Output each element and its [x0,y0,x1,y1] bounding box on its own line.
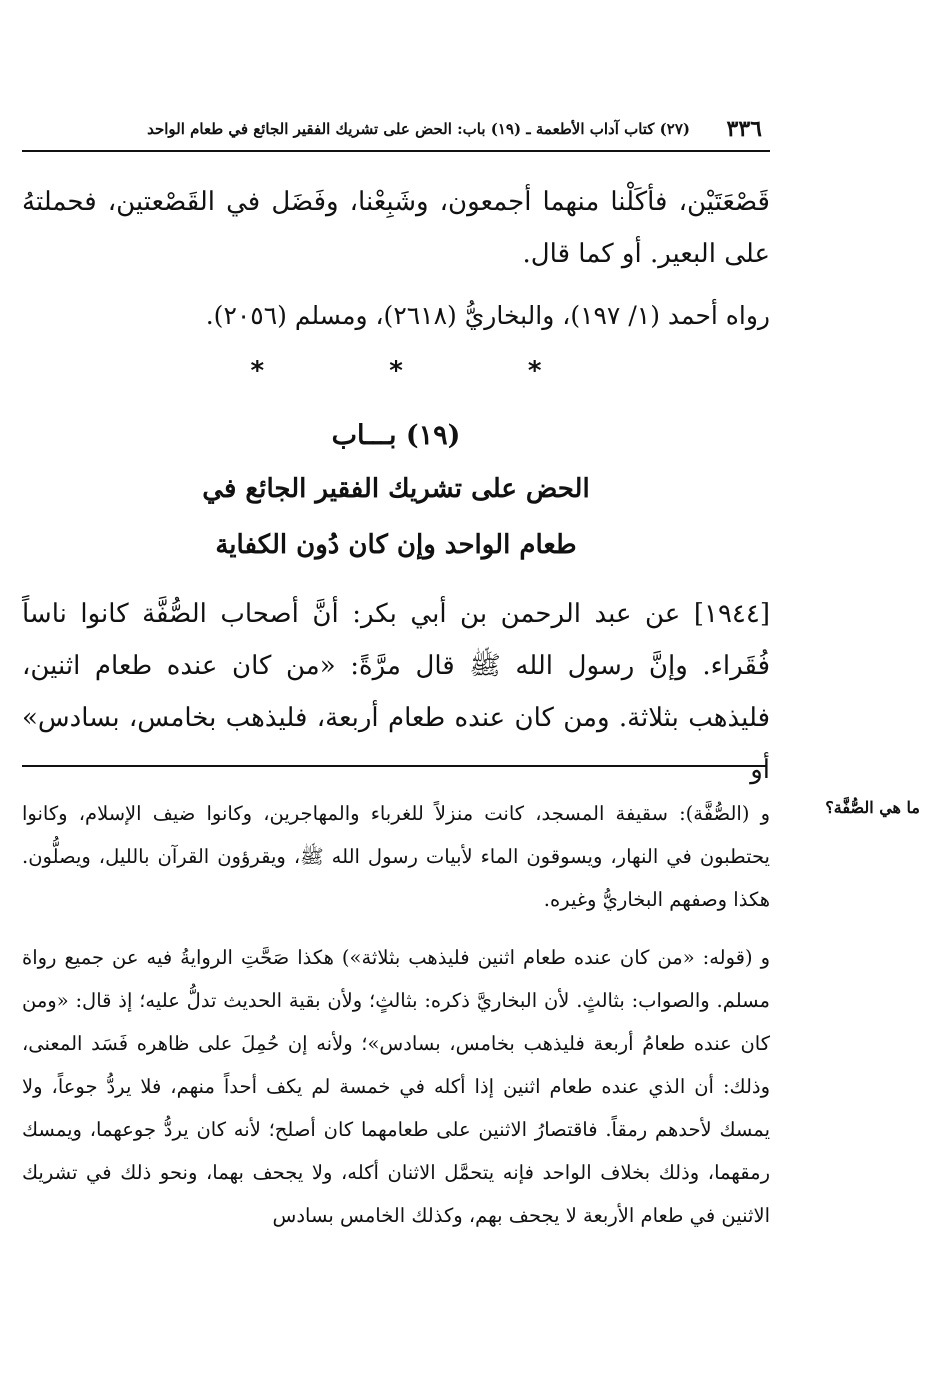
page-number: ٣٣٦ [726,116,762,142]
section-separator: * * * [250,356,600,386]
chapter-title-line-1: الحض على تشريك الفقير الجائع في [202,474,590,504]
footnote-divider [22,765,767,767]
hadith-continuation: قَصْعَتَيْن، فأكَلْنا منهما أجمعون، وشَبِعْنا، وفَضَل في القَصْعتين، فحملتهُ على البعير. أو كما قال. [22,187,770,269]
footnote-hadith-commentary: و (قوله: «من كان عنده طعام اثنين فليذهب بثلاثة») هكذا صَحَّتِ الروايةُ فيه عن جميع رواة مسلم. والصواب: بثالثٍ. لأن البخاريَّ ذكره: بثالثٍ؛ ولأن بقية الحديث تدلُّ عليه؛ إذ قال: «ومن كان عنده طعامُ أربعة فليذهب بخامس، بسادس»؛ ولأنه إن حُمِلَ على ظاهره فَسَد المعنى، وذلك: أن الذي عنده طعام اثنين إذا أكله في خمسة لم يكف أحداً منهم، فلا يردُّ جوعاً، ولا يمسك لأحدهم رمقاً. فاقتصارُ الاثنين على طعامهما كان أصلح؛ لأنه كان يردُّ جوعهما، ويمسك رمقهما، وذلك بخلاف الواحد فإنه يتحمَّل الاثنان أكله، ولا يجحف بهما، ونحو ذلك في تشريك الاثنين في طعام الأربعة لا يجحف بهم، وكذلك الخامس بسادس [22,946,770,1227]
margin-note: ما هي الصُّفَّة؟ [825,798,920,817]
running-header [22,110,770,152]
chapter-title-line-2: طعام الواحد وإن كان دُون الكفاية [215,530,577,560]
hadith-citation: رواه أحمد (١/ ١٩٧)، والبخاريُّ (٢٦١٨)، ومسلم (٢٠٥٦). [205,301,770,330]
running-header-title: (٢٧) كتاب آداب الأطعمة ـ (١٩) باب: الحض على تشريك الفقير الجائع في طعام الواحد [147,120,690,138]
hadith-1944-text: [١٩٤٤] عن عبد الرحمن بن أبي بكر: أنَّ أصحاب الصُّفَّة كانوا ناساً فُقَراء. وإنَّ رسول الله ﷺ قال مرَّةً: «من كان عنده طعام اثنين، فليذهب بثلاثة. ومن كان عنده طعام أربعة، فليذهب بخامس، بسادس» أو [22,599,770,785]
footnote-suffah: و (الصُّفَّة): سقيفة المسجد، كانت منزلاً للغرباء والمهاجرين، وكانوا ضيف الإسلام، وكانوا يحتطبون في النهار، ويسوقون الماء لأبيات رسول الله ﷺ، ويقرؤون القرآن بالليل، ويصلُّون. هكذا وصفهم البخاريُّ وغيره. [22,802,770,911]
chapter-number: (١٩) بـــاب [331,420,461,451]
